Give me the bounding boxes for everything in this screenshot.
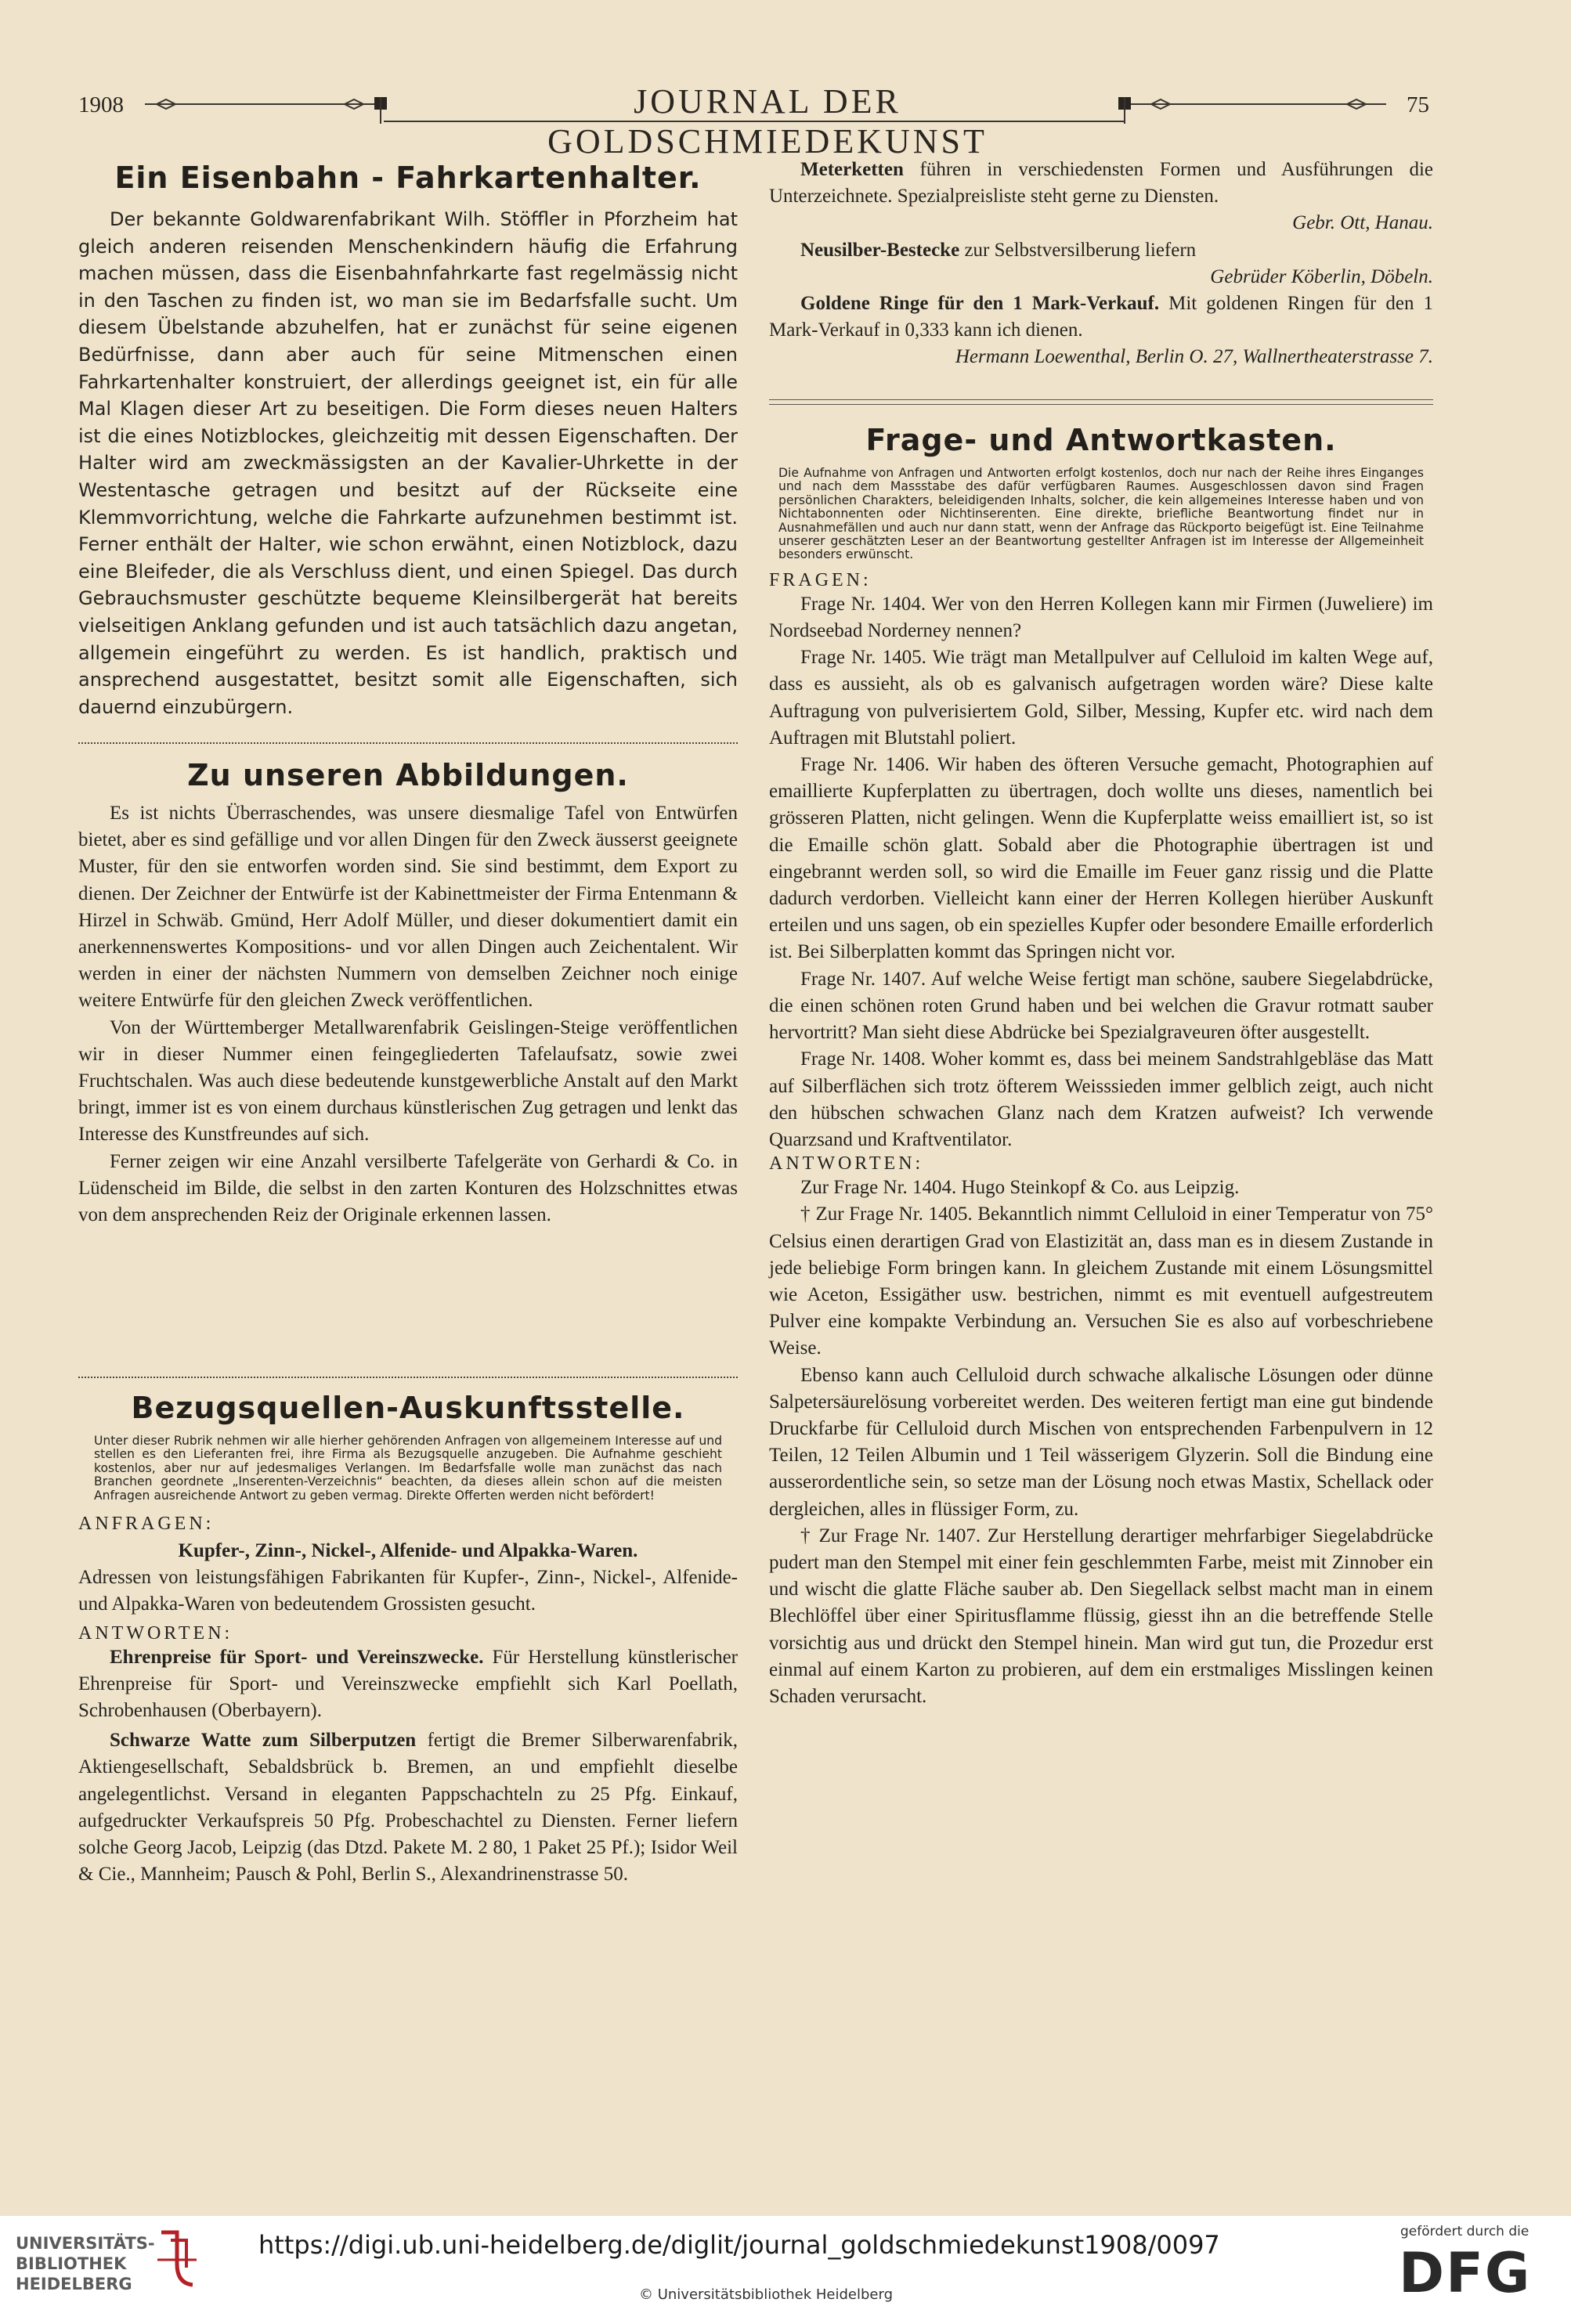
fragekasten-note: Die Aufnahme von Anfragen und Antworten erfolgt kostenlos, doch nur nach der Reihe ihres Einganges und nach dem Massstabe des dafür verfügbaren Raumes. Ausgeschlossen davon sind Fragen persönlichen Charakters, beleidigenden Inhalts, solcher, die kein allgemeines Interesse haben und von Nichtabonnenten oder Nichtinserenten. Eine direkte, briefliche Beantwortung findet nur in Ausnahmefällen und auch nur dann statt, wenn der Anfrage das Rückporto beigefügt ist. Eine Teilnahme unserer geschätzten Leser an der Beantwortung gestellter Anfragen ist im Interesse der Allgemeinheit besonders erwünscht.: [778, 466, 1424, 562]
heading-fahrkartenhalter: Ein Eisenbahn - Fahrkartenhalter.: [114, 161, 702, 195]
heading-bezugsquellen: Bezugsquellen-Auskunftsstelle.: [131, 1391, 685, 1425]
antwort-1407: † Zur Frage Nr. 1407. Zur Herstellung derartiger mehrfarbiger Siegelabdrücke pudert man den Stempel mit einer fein geschlemmten Farbe, meist mit Zinnober ein und wischt die glatte Fläche sauber ab. Den Siegellack selbst macht man in einem Blechlöffel über einer Spiritusflamme flüssig, giesst ihn an die betreffende Stelle vorsichtig aus und drückt den Stempel hinein. Man wird gut tun, die Prozedur erst einmal auf einem Karton zu probieren, auf dem ein erstmaliges Misslingen keinen Schaden verursacht.: [769, 1525, 1433, 1707]
copyright: © Universitätsbibliothek Heidelberg: [639, 2286, 894, 2303]
query-kupfer-title: Kupfer-, Zinn-, Nickel-, Alfenide- und Alpakka-Waren.: [178, 1540, 638, 1562]
ad-ringe-sign: Hermann Loewenthal, Berlin O. 27, Wallnertheaterstrasse 7.: [955, 346, 1433, 368]
answer-watte-title: Schwarze Watte zum Silberputzen: [110, 1730, 417, 1752]
divider: [78, 1377, 738, 1378]
frage-1407: Frage Nr. 1407. Auf welche Weise fertigt man schöne, saubere Siegelabdrücke, die einen schönen roten Grund haben und bei welchen die Gravur rotmatt sauber hervortritt? Man sieht diese Abdrücke bei Spezialgraveuren öfter ausgestellt.: [769, 968, 1433, 1044]
journal-title: JOURNAL DER GOLDSCHMIEDEKUNST: [547, 82, 988, 161]
left-column-bezugsquellen: [78, 1391, 738, 1888]
right-column-fragekasten: [769, 423, 1433, 1710]
answer-ehrenpreise-title: Ehrenpreise für Sport- und Vereinszwecke.: [110, 1646, 484, 1668]
anfragen-heading: ANFRAGEN:: [78, 1514, 215, 1535]
answer-watte-text: fertigt die Bremer Silberwarenfabrik, Aktiengesellschaft, Sebaldsbrück b. Bremen, an und empfiehlt dieselbe angelegentlichst. Versand in eleganten Pappschachteln zu 25 Pfg. Einkauf, aufgedruckter Verkaufspreis 50 Pfg. Probeschachtel zu Diensten. Ferner liefern solche Georg Jacob, Leipzig (das Dtzd. Pakete M. 2 80, 1 Paket 25 Pf.); Isidor Weil & Cie., Mannheim; Pausch & Pohl, Berlin S., Alexandrinenstrasse 50.: [78, 1730, 739, 1886]
page-number: 75: [1407, 92, 1429, 117]
library-logo-text: [16, 2233, 155, 2294]
answer-ehrenpreise-text: Für Herstellung künstlerischer Ehrenpreise für Sport- und Vereinszwecke empfiehlt sich Karl Poellath, Schrobenhausen (Oberbayern).: [78, 1646, 739, 1722]
article-fahrkartenhalter: Der bekannte Goldwarenfabrikant Wilh. Stöffler in Pforzheim hat gleich anderen reisenden Menschenkindern häufig die Erfahrung machen müssen, dass die Eisenbahnfahrkarte fast regelmässig nicht in den Taschen zu finden ist, wo man sie im Bedarfsfalle sucht. Um diesem Übelstande abzuhelfen, hat er zunächst für seine eigenen Bedürfnisse, dann aber auch für seine Mitmenschen einen Fahrkartenhalter konstruiert, der allerdings geeignet ist, ein für alle Mal Klagen dieser Art zu beseitigen. Die Form dieses neuen Halters ist die eines Notizblockes, gleichzeitig mit dessen Eigenschaften. Der Halter wird am zweckmässigsten an der Kavalier-Uhrkette in der Westentasche getragen und besitzt auf der Rückseite eine Klemmvorrichtung, welche die Fahrkarte aufzunehmen bestimmt ist. Ferner enthält der Halter, wie schon erwähnt, einen Notizblock, dazu eine Bleifeder, die als Verschluss dient, und einen Spiegel. Das durch Gebrauchsmuster geschützte bequeme Kleinsilbergerät hat bereits vielseitigen Anklang gefunden und ist auch tatsächlich dazu angetan, allgemein eingeführt zu werden. Es ist handlich, praktisch und ansprechend ausgestattet, besitzt somit alle Eigenschaften, sich dauernd einzubürgern.: [78, 208, 738, 718]
ad-neusilber-text: zur Selbstversilberung liefern: [964, 239, 1197, 261]
permalink[interactable]: https://digi.ub.uni-heidelberg.de/diglit/journal_goldschmiedekunst1908/0097: [258, 2230, 1220, 2260]
query-kupfer-text: Adressen von leistungsfähigen Fabrikanten für Kupfer-, Zinn-, Nickel-, Alfenide- und Alpakka-Waren von bedeutendem Grossisten gesucht.: [78, 1567, 738, 1615]
bezugsquellen-note: Unter dieser Rubrik nehmen wir alle hierher gehörenden Anfragen von allgemeinem Interesse auf und stellen es den Lieferanten frei, ihre Firma als Bezugsquelle anzugeben. Die Aufnahme geschieht kostenlos, aber nur auf jedesmaliges Verlangen. Im Bedarfsfalle wolle man zunächst das nach Branchen geordnete „Inserenten-Verzeichnis“ beachten, da dieses allein schon auf die meisten Anfragen ausreichende Antwort zu geben vermag. Direkte Offerten werden nicht befördert!: [94, 1434, 722, 1503]
divider: [769, 399, 1433, 400]
dfg-logo: DFG: [1399, 2241, 1532, 2305]
header-year: 1908: [78, 92, 124, 117]
frage-1404: Frage Nr. 1404. Wer von den Herren Kollegen kann mir Firmen (Juweliere) im Nordseebad Norderney nennen?: [769, 593, 1433, 642]
right-column-ads: [769, 157, 1433, 371]
divider: [78, 742, 738, 744]
frage-1405: Frage Nr. 1405. Wie trägt man Metallpulver auf Celluloid im kalten Wege auf, dass es aussieht, als ob es galvanisch aufgetragen worden wäre? Diese kalte Auftragung von pulverisiertem Gold, Silber, Messing, Kupfer etc. wird nach dem Auftragen mit Blutstahl poliert.: [769, 647, 1433, 749]
library-name-2: BIBLIOTHEK: [16, 2254, 127, 2273]
ad-neusilber-title: Neusilber-Bestecke: [800, 239, 960, 261]
divider: [769, 404, 1433, 405]
abbildungen-p1: Es ist nichts Überraschendes, was unsere diesmalige Tafel von Entwürfen bietet, aber es sind gefällige und vor allen Dingen für den Zweck äusserst geeignete Muster, für den sie entworfen worden sind. Sie sind bestimmt, dem Export zu dienen. Der Zeichner der Entwürfe ist der Kabinettmeister der Firma Entenmann & Hirzel in Schwäb. Gmünd, Herr Adolf Müller, und dieser dokumentiert damit ein anerkennenswertes Kompositions- und vor allen Dingen auch Zeichentalent. Wir werden in einer der nächsten Nummern von demselben Zeichner noch einige weitere Entwürfe für den gleichen Zweck veröffentlichen.: [78, 803, 738, 1012]
left-column-abbildungen: [78, 758, 738, 1229]
antwort-1404: Zur Frage Nr. 1404. Hugo Steinkopf & Co. aus Leipzig.: [800, 1177, 1240, 1199]
abbildungen-p2: Von der Württemberger Metallwarenfabrik Geislingen-Steige veröffentlichen wir in dieser Nummer einen feingegliederten Tafelaufsatz, sowie zwei Fruchtschalen. Was auch diese bedeutende kunstgewerbliche Anstalt auf den Markt bringt, immer ist es von einem durchaus künstlerischen Zug getragen und lenkt das Interesse des Kunstfreundes auf sich.: [78, 1016, 738, 1146]
page-header: [0, 0, 1571, 161]
antworten-heading-right: ANTWORTEN:: [769, 1153, 924, 1175]
library-name-1: UNIVERSITÄTS-: [16, 2234, 155, 2253]
dfg-caption: gefördert durch die: [1400, 2224, 1529, 2239]
ad-ringe-text: Mit goldenen Ringen für den 1 Mark-Verkauf in 0,333 kann ich dienen.: [769, 293, 1433, 341]
antwort-1405-cont: Ebenso kann auch Celluloid durch schwache alkalische Lösungen oder dünne Salpetersäurelösung vorbereitet werden. Des weiteren fertigt man eine gut bindende Druckfarbe für Celluloid durch Mischen von entsprechenden Farbenpulvern in 12 Teilen, 12 Teilen Albumin und 1 Teil wässerigem Glyzerin. Soll die Bindung eine ausserordentliche sein, so setze man der Lösung noch etwas Mastix, Schellack oder dergleichen, alles in flüssiger Form, zu.: [769, 1364, 1433, 1520]
heading-fragekasten: Frage- und Antwortkasten.: [865, 423, 1337, 457]
ad-meterketten-text: führen in verschiedensten Formen und Ausführungen die Unterzeichnete. Spezialpreisliste steht gerne zu Diensten.: [769, 159, 1434, 208]
fragen-heading: FRAGEN:: [769, 569, 872, 590]
heading-abbildungen: Zu unseren Abbildungen.: [187, 758, 629, 792]
antworten-heading: ANTWORTEN:: [78, 1622, 233, 1644]
ad-meterketten-sign: Gebr. Ott, Hanau.: [1292, 212, 1433, 234]
frage-1408: Frage Nr. 1408. Woher kommt es, dass bei meinem Sandstrahlgebläse das Matt auf Silberflächen sich trotz öfterem Weisssieden immer gelblich zeigt, auch nicht den hübschen schwachen Glanz nach dem Kratzen aufweist? Ich verwende Quarzsand und Kraftventilator.: [769, 1048, 1433, 1150]
library-name-3: HEIDELBERG: [16, 2275, 132, 2293]
library-logo-icon: [153, 2228, 200, 2291]
ad-meterketten-title: Meterketten: [800, 159, 904, 180]
abbildungen-p3: Ferner zeigen wir eine Anzahl versilberte Tafelgeräte von Gerhardi & Co. in Lüdenscheid im Bilde, die selbst in den zarten Konturen des Holzschnittes etwas von dem ansprechenden Reiz der Originale erkennen lassen.: [78, 1150, 738, 1226]
ad-neusilber-sign: Gebrüder Köberlin, Döbeln.: [1210, 265, 1433, 287]
frage-1406: Frage Nr. 1406. Wir haben des öfteren Versuche gemacht, Photographien auf emaillierte Kupferplatten zu übertragen, doch wollte uns dieses, namentlich bei grösseren Platten, nicht gelingen. Wenn die Kupferplatte weiss emailliert ist, so ist die Emaille schön glatt. Sobald aber die Photographie übertragen ist und eingebrannt werden soll, so wird die Emaille im Feuer ganz rissig und die Platte dadurch verdorben. Vielleicht kann einer der Herren Kollegen hierüber Auskunft erteilen und uns sagen, ob ein spezielles Kupfer oder besondere Emaille erforderlich ist. Bei Silberplatten kommt das Springen nicht vor.: [769, 754, 1433, 963]
ad-ringe-title: Goldene Ringe für den 1 Mark-Verkauf.: [800, 293, 1160, 315]
antwort-1405: † Zur Frage Nr. 1405. Bekanntlich nimmt Celluloid in einer Temperatur von 75° Celsius einen derartigen Grad von Elastizität an, dass man es in diesem Zustande in jede beliebige Form bringen kann. In gleichem Zustande mit einem Lösungsmittel wie Aceton, Essigäther usw. bestrichen, nimmt es mit eventuell aufgestreutem Pulver eine kompakte Verbindung an. Versuchen Sie es also auf vorbeschriebene Weise.: [769, 1204, 1433, 1359]
left-column: [78, 161, 738, 720]
